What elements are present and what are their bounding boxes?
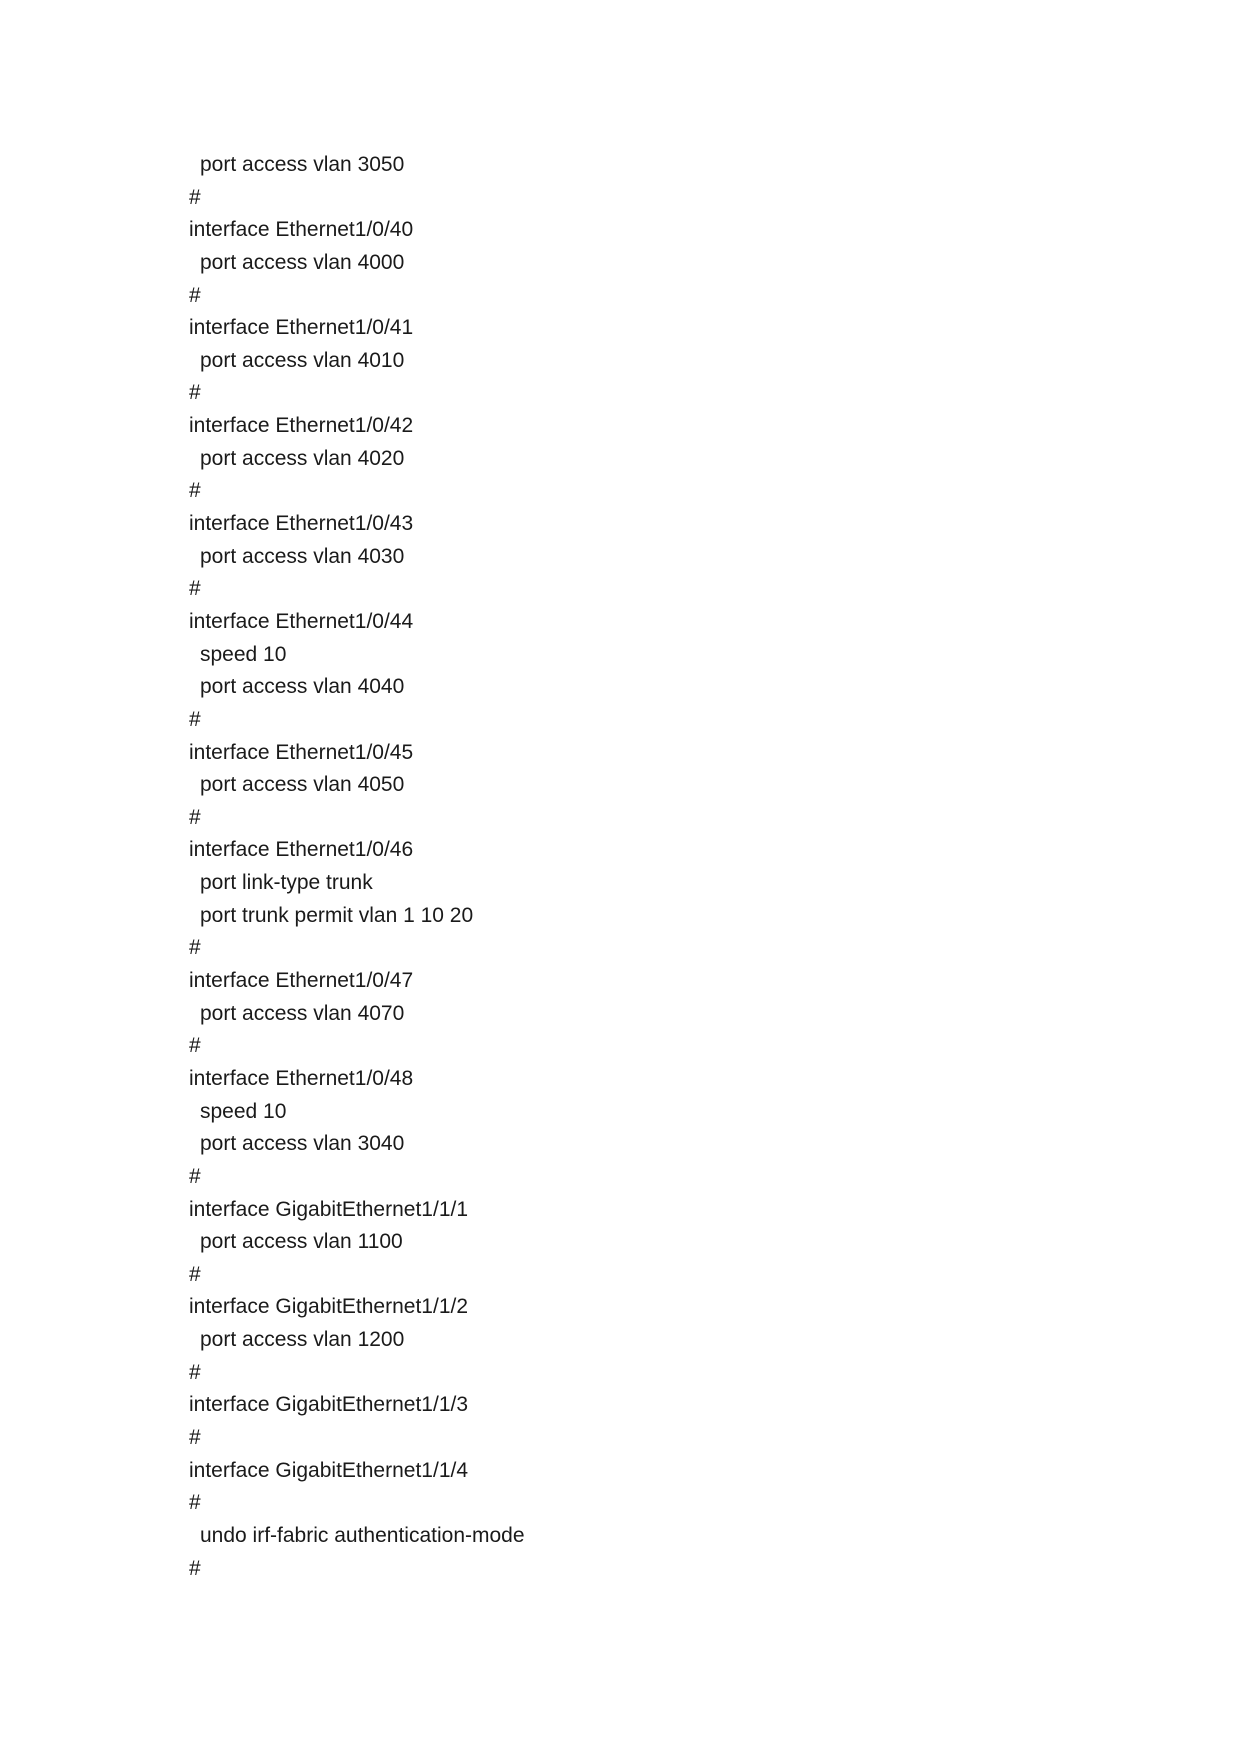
config-line: interface Ethernet1/0/48 — [189, 1066, 414, 1090]
section-separator: # — [189, 936, 201, 960]
section-separator: # — [189, 805, 201, 829]
config-line: interface GigabitEthernet1/1/1 — [189, 1197, 469, 1221]
section-separator: # — [189, 1034, 201, 1058]
config-line: port access vlan 4020 — [200, 446, 405, 470]
section-separator: # — [189, 577, 201, 601]
config-line: interface Ethernet1/0/45 — [189, 740, 414, 764]
config-line: port access vlan 4040 — [200, 675, 405, 699]
config-line: port access vlan 4000 — [200, 250, 405, 274]
config-line: port access vlan 1200 — [200, 1328, 405, 1352]
config-line: port access vlan 4050 — [200, 773, 405, 797]
section-separator: # — [189, 479, 201, 503]
section-separator: # — [189, 1262, 201, 1286]
config-line: interface Ethernet1/0/44 — [189, 609, 414, 633]
config-line: speed 10 — [200, 642, 287, 666]
config-line: port access vlan 4030 — [200, 544, 405, 568]
config-line: interface Ethernet1/0/43 — [189, 512, 414, 536]
section-separator: # — [189, 1164, 201, 1188]
config-line: interface GigabitEthernet1/1/4 — [189, 1458, 469, 1482]
section-separator: # — [189, 1491, 201, 1515]
config-line: interface Ethernet1/0/40 — [189, 218, 414, 242]
config-line: port access vlan 4010 — [200, 348, 405, 372]
section-separator: # — [189, 1425, 201, 1449]
section-separator: # — [189, 1556, 201, 1580]
config-line: speed 10 — [200, 1099, 287, 1123]
config-line: interface Ethernet1/0/41 — [189, 316, 414, 340]
section-separator: # — [189, 185, 201, 209]
config-line: interface Ethernet1/0/47 — [189, 969, 414, 993]
section-separator: # — [189, 283, 201, 307]
config-line: undo irf-fabric authentication-mode — [200, 1523, 525, 1547]
section-separator: # — [189, 381, 201, 405]
config-line: interface Ethernet1/0/46 — [189, 838, 414, 862]
config-line: interface Ethernet1/0/42 — [189, 414, 414, 438]
config-line: port access vlan 3050 — [200, 153, 405, 176]
config-line: interface GigabitEthernet1/1/3 — [189, 1393, 469, 1417]
config-listing — [189, 149, 525, 1585]
config-line: port link-type trunk — [200, 871, 373, 895]
config-line: port access vlan 3040 — [200, 1132, 405, 1156]
config-line: port trunk permit vlan 1 10 20 — [200, 903, 474, 927]
section-separator: # — [189, 707, 201, 731]
config-line: interface GigabitEthernet1/1/2 — [189, 1295, 469, 1319]
config-line: port access vlan 1100 — [200, 1230, 403, 1254]
section-separator: # — [189, 1360, 201, 1384]
config-line: port access vlan 4070 — [200, 1001, 405, 1025]
